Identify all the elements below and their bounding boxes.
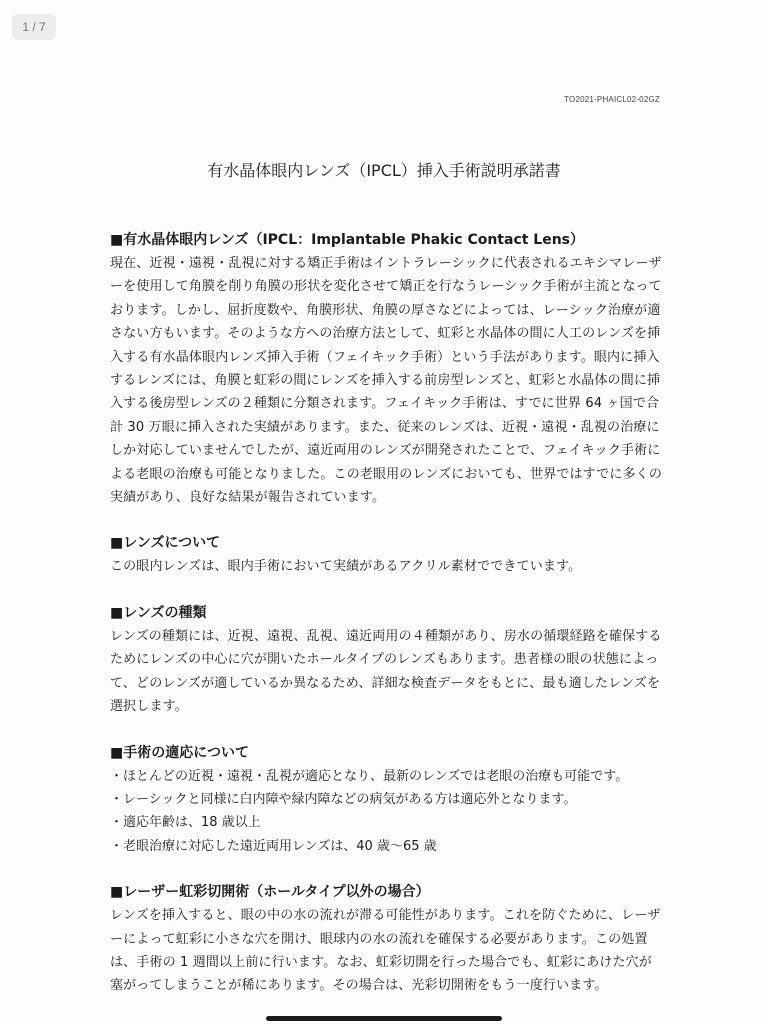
list-item: ・レーシックと同様に白内障や緑内障などの病気がある方は適応外となります。: [110, 791, 577, 807]
home-indicator-bar[interactable]: [266, 1016, 502, 1021]
indications-list: [110, 765, 662, 859]
section-laser-iridotomy: [110, 880, 662, 998]
document-code: TO2021-PHAICL02-02GZ: [564, 95, 660, 104]
page-indicator[interactable]: 1 / 7: [12, 14, 56, 40]
section-heading: ■有水晶体眼内レンズ（IPCL：Implantable Phakic Contact Lens）: [110, 232, 585, 248]
section-body: レンズの種類には、近視、遠視、乱視、遠近両用の４種類があり、房水の循環経路を確保するためにレンズの中心に穴が開いたホールタイプのレンズもあります。患者様の眼の状態によって、どのレンズが適しているか異なるため、詳細な検査データをもとに、最も適したレンズを選択します。: [110, 628, 662, 715]
list-item: ・適応年齢は、18 歳以上: [110, 815, 261, 831]
section-indications: [110, 741, 662, 859]
document-content: [110, 228, 662, 998]
section-heading: ■レンズについて: [110, 535, 221, 552]
section-body: 現在、近視・遠視・乱視に対する矯正手術はイントラレーシックに代表されるエキシマレーザーを使用して角膜を削り角膜の形状を変化させて矯正を行なうレーシック手術が主流となっております。しかし、屈折度数や、角膜形状、角膜の厚さなどによっては、レーシック治療が適さない方もいます。そのような方への治療方法として、虹彩と水晶体の間に人工のレンズを挿入する有水晶体眼内レンズ挿入手術（フェイキック手術）という手法があります。眼内に挿入するレンズには、角膜と虹彩の間にレンズを挿入する前房型レンズと、虹彩と水晶体の間に挿入する後房型レンズの２種類に分類されます。フェイキック手術は、すでに世界 64 ヶ国で合計 30 万眼に挿入された実績があります。また、従来のレンズは、近視・遠視・乱視の治療にしか対応していませんでしたが、遠近両用のレンズが開発されたことで、フェイキック手術による老眼の治療も可能となりました。この老眼用のレンズにおいても、世界ではすでに多くの実績があり、良好な結果が報告されています。: [110, 256, 662, 506]
section-lens-types: [110, 601, 662, 719]
section-heading: ■レンズの種類: [110, 604, 207, 621]
section-body: この眼内レンズは、眼内手術において実績があるアクリル素材でできています。: [110, 559, 582, 575]
document-title: 有水晶体眼内レンズ（IPCL）挿入手術説明承諾書: [207, 161, 561, 180]
section-heading: ■手術の適応について: [110, 744, 249, 761]
section-ipcl: [110, 228, 662, 509]
list-item: ・ほとんどの近視・遠視・乱視が適応となり、最新のレンズでは老眼の治療も可能です。: [110, 768, 629, 784]
section-about-lens: [110, 531, 662, 578]
section-body: レンズを挿入すると、眼の中の水の流れが滞る可能性があります。これを防ぐために、レーザーによって虹彩に小さな穴を開け、眼球内の水の流れを確保する必要があります。この処置は、手術の 1 週間以上前に行います。なお、虹彩切開を行った場合でも、虹彩にあけた穴が塞がってしまうことが稀にあります。その場合は、光彩切開術をもう一度行います。: [110, 908, 661, 994]
section-heading: ■レーザー虹彩切開術（ホールタイプ以外の場合）: [110, 884, 430, 901]
list-item: ・老眼治療に対応した遠近両用レンズは、40 歳〜65 歳: [110, 838, 437, 854]
